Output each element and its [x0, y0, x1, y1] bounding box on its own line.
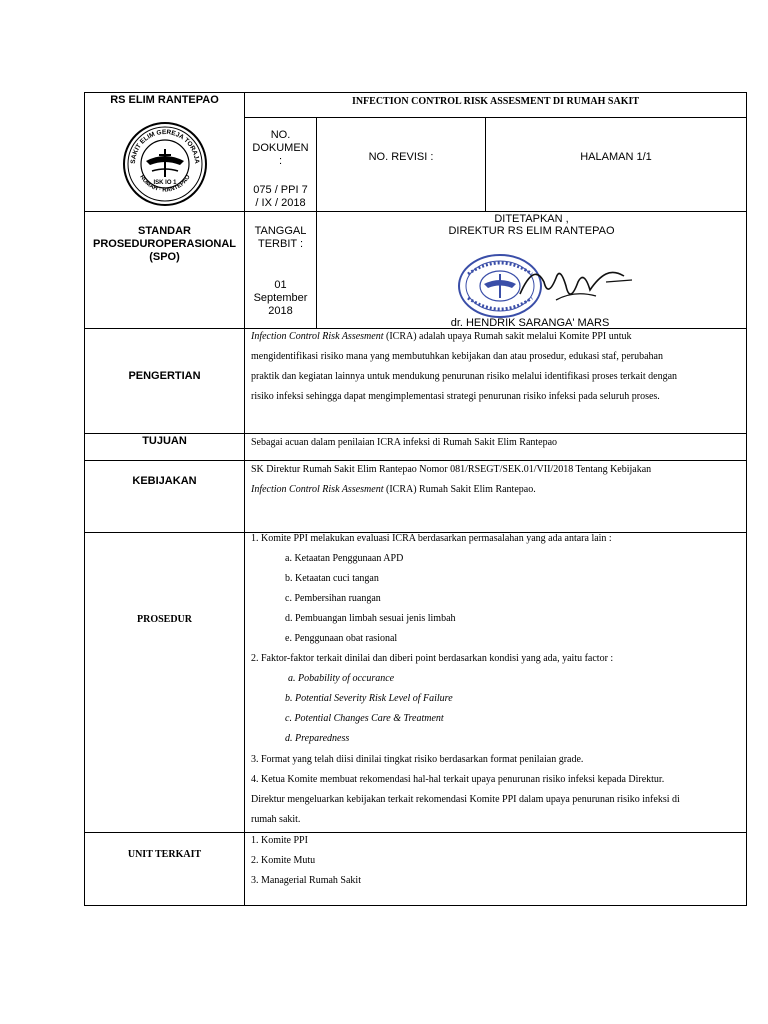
tujuan-text: Sebagai acuan dalam penilaian ICRA infeksi di Rumah Sakit Elim Rantepao — [251, 437, 558, 448]
prosedur-item-1b: b. Ketaatan cuci tangan — [285, 573, 379, 584]
kebijakan-term: Infection Control Risk Assesment — [251, 484, 384, 495]
prosedur-item-3: 3. Format yang telah diisi dinilai tingkat risiko berdasarkan format penilaian grade. — [251, 754, 584, 765]
kebijakan-line-1: SK Direktur Rumah Sakit Elim Rantepao Nomor 081/RSEGT/SEK.01/VII/2018 Tentang Kebijakan — [251, 464, 652, 475]
header-row-divider — [84, 211, 747, 212]
pengertian-line-2: mengidentifikasi risiko mana yang membutuhkan kebijakan dan atau prosedur, edukasi staf, perubahan — [251, 351, 663, 362]
seal-center-text: ISK IO 1 — [153, 180, 177, 186]
seal-top-text: SAKIT ELIM GEREJA TORAJA — [129, 128, 201, 165]
header-dokumen-divider — [316, 117, 317, 211]
tanggal-terbit-value: 01 September 2018 — [253, 279, 308, 317]
prosedur-item-2b: b. Potential Severity Risk Level of Failure — [285, 693, 453, 704]
pengertian-label: PENGERTIAN — [128, 370, 201, 382]
unit-terkait-label: UNIT TERKAIT — [127, 849, 202, 860]
halaman-label: HALAMAN 1/1 — [580, 151, 652, 163]
kebijakan-label: KEBIJAKAN — [132, 475, 197, 487]
prosedur-item-4-line-1: 4. Ketua Komite membuat rekomendasi hal-hal terkait upaya penurunan risiko infeksi kepada Direktur. — [251, 774, 665, 785]
prosedur-item-2: 2. Faktor-faktor terkait dinilai dan diberi point berdasarkan kondisi yang ada, yaitu factor : — [251, 653, 614, 664]
pengertian-term: Infection Control Risk Assesment — [251, 331, 384, 342]
pengertian-line-1-rest: (ICRA) adalah upaya Rumah sakit melalui Komite PPI untuk — [383, 331, 632, 342]
prosedur-item-1: 1. Komite PPI melakukan evaluasi ICRA berdasarkan permasalahan yang ada antara lain : — [251, 533, 612, 544]
prosedur-item-4-line-2: Direktur mengeluarkan kebijakan terkait rekomendasi Komite PPI dalam upaya penurunan risiko infeksi di — [251, 794, 680, 805]
ditetapkan-label: DITETAPKAN , — [494, 213, 569, 225]
document-title: INFECTION CONTROL RISK ASSESMENT DI RUMAH SAKIT — [351, 96, 640, 107]
tanggal-terbit-label: TANGGAL TERBIT : — [254, 225, 307, 250]
prosedur-item-1d: d. Pembuangan limbah sesuai jenis limbah — [285, 613, 456, 624]
hospital-seal-icon — [122, 121, 208, 207]
kebijakan-line-2 — [251, 480, 536, 500]
signature-icon — [456, 252, 636, 324]
director-stamp-signature — [456, 252, 636, 324]
no-dokumen-label: NO. DOKUMEN : — [252, 129, 309, 167]
table-border-right — [746, 92, 747, 906]
header-revisi-divider — [485, 117, 486, 211]
signatory-name: dr. HENDRIK SARANGA' MARS — [450, 317, 610, 329]
unit-terkait-item-3: 3. Managerial Rumah Sakit — [251, 875, 361, 886]
no-dokumen-value: 075 / PPI 7 / IX / 2018 — [253, 184, 308, 209]
direktur-label: DIREKTUR RS ELIM RANTEPAO — [448, 225, 615, 237]
unit-terkait-item-1: 1. Komite PPI — [251, 835, 308, 846]
hospital-name: RS ELIM RANTEPAO — [110, 94, 219, 106]
pengertian-line-4: risiko infeksi sehingga dapat mengimplementasi strategi penurunan risiko infeksi pada seluruh proses. — [251, 391, 660, 402]
table-border-left — [84, 92, 85, 906]
pengertian-line-1 — [251, 327, 632, 347]
tujuan-label: TUJUAN — [142, 435, 187, 447]
unit-terkait-item-2: 2. Komite Mutu — [251, 855, 316, 866]
prosedur-item-2d: d. Preparedness — [285, 733, 350, 744]
prosedur-item-4-line-3: rumah sakit. — [251, 814, 301, 825]
pengertian-line-3: praktik dan kegiatan lainnya untuk mendukung penurunan risiko melalui identifikasi proses terkait dengan — [251, 371, 678, 382]
table-col-divider — [244, 92, 245, 906]
prosedur-label: PROSEDUR — [136, 614, 192, 625]
table-border-bottom — [84, 905, 747, 906]
prosedur-item-1a: a. Ketaatan Penggunaan APD — [285, 553, 404, 564]
kebijakan-line-2-rest: (ICRA) Rumah Sakit Elim Rantepao. — [383, 484, 536, 495]
hospital-seal — [122, 121, 208, 207]
prosedur-item-1e: e. Penggunaan obat rasional — [285, 633, 398, 644]
prosedur-item-2c: c. Potential Changes Care & Treatment — [285, 713, 444, 724]
header-title-divider — [244, 117, 747, 118]
prosedur-item-2a: a. Pobability of occurance — [288, 673, 395, 684]
spo-label: STANDAR PROSEDUROPERASIONAL (SPO) — [92, 225, 237, 263]
table-border-top — [84, 92, 747, 93]
seal-bottom-text: RUMAH · RANTEPAO — [138, 174, 192, 194]
prosedur-item-1c: c. Pembersihan ruangan — [285, 593, 381, 604]
prosedur-row-bottom — [84, 832, 747, 833]
no-revisi-label: NO. REVISI : — [368, 151, 434, 163]
